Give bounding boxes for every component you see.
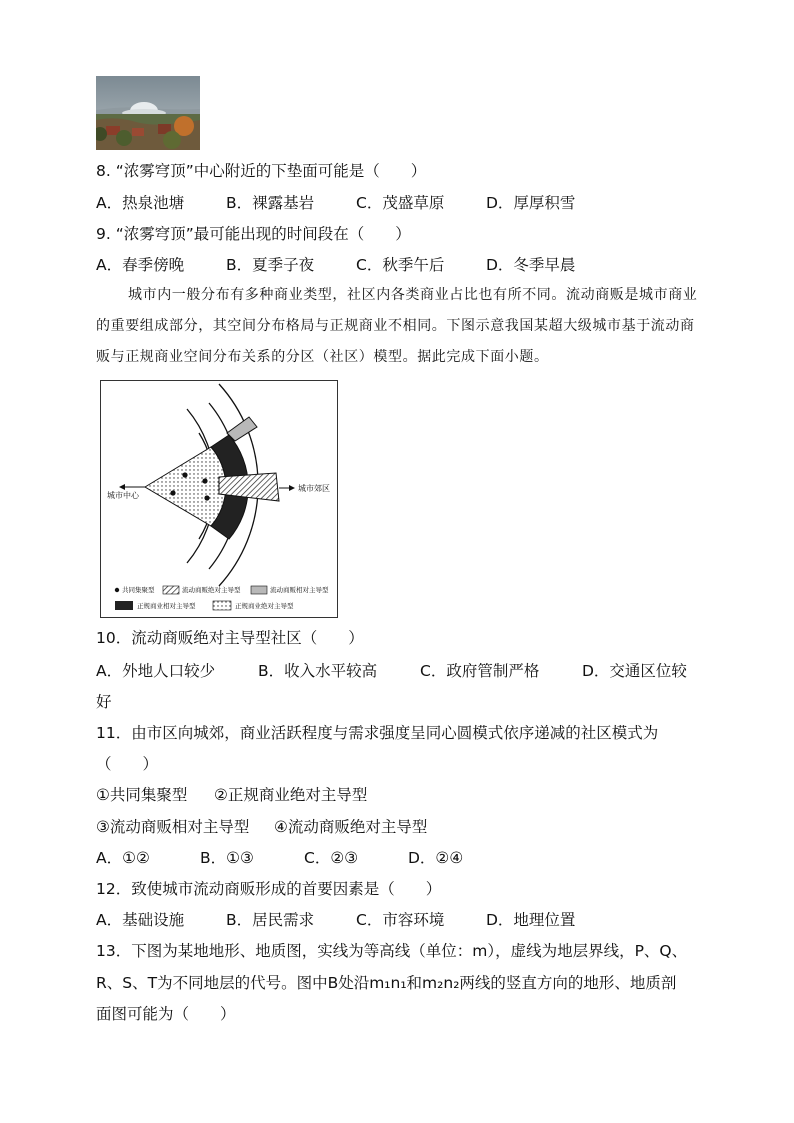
q9-stem: 9. “浓雾穹顶”最可能出现的时间段在（ ） bbox=[96, 225, 411, 243]
q12-stem: 12．致使城市流动商贩形成的首要因素是（ ） bbox=[96, 880, 442, 898]
q11-items-row2 bbox=[96, 817, 427, 837]
q11-option-b[interactable]: B．①③ bbox=[200, 849, 254, 867]
reading-passage: 城市内一般分布有多种商业类型，社区内各类商业占比也有所不同。流动商贩是城市商业的重要组成部分，其空间分布格局与正规商业不相同。下图示意我国某超大级城市基于流动商贩与正规商业空间分布关系的分区（社区）模型。据此完成下面小题。 bbox=[96, 287, 698, 365]
q11-item-3: ③流动商贩相对主导型 bbox=[96, 818, 250, 836]
q10-option-c[interactable]: C．政府管制严格 bbox=[420, 662, 540, 680]
q8-option-b[interactable]: B．裸露基岩 bbox=[226, 194, 315, 212]
q8-option-a[interactable]: A．热泉池塘 bbox=[96, 194, 185, 212]
q12-option-c[interactable]: C．市容环境 bbox=[356, 911, 445, 929]
legend-item: 共同集聚型 bbox=[122, 586, 155, 594]
suburb-label: 城市郊区 bbox=[298, 484, 330, 493]
fog-dome-photo bbox=[96, 76, 200, 150]
q11-item-2: ②正规商业绝对主导型 bbox=[214, 786, 368, 804]
q11-options bbox=[96, 848, 463, 868]
city-center-label: 城市中心 bbox=[107, 491, 139, 500]
q12-option-a[interactable]: A．基础设施 bbox=[96, 911, 185, 929]
q10-option-b[interactable]: B．收入水平较高 bbox=[258, 662, 378, 680]
q11-option-d[interactable]: D．②④ bbox=[408, 849, 464, 867]
q9-option-d[interactable]: D．冬季早晨 bbox=[486, 256, 576, 274]
zoning-model-figure bbox=[100, 380, 338, 618]
q11-items-row1 bbox=[96, 785, 367, 805]
q12-option-d[interactable]: D．地理位置 bbox=[486, 911, 576, 929]
q13-stem-line1: 13．下图为某地地形、地质图，实线为等高线（单位：m），虚线为地层界线，P、Q、 bbox=[96, 942, 688, 960]
q9-option-a[interactable]: A．春季傍晚 bbox=[96, 256, 185, 274]
q12-option-b[interactable]: B．居民需求 bbox=[226, 911, 315, 929]
q11-item-4: ④流动商贩绝对主导型 bbox=[274, 818, 428, 836]
q13-stem-line3: 面图可能为（ ） bbox=[96, 1005, 236, 1023]
q10-options bbox=[96, 661, 687, 681]
q11-paren: （ ） bbox=[96, 755, 159, 773]
q10-stem: 10．流动商贩绝对主导型社区（ ） bbox=[96, 629, 364, 647]
legend-item: 正规商业绝对主导型 bbox=[235, 602, 294, 610]
q9-option-b[interactable]: B．夏季子夜 bbox=[226, 256, 315, 274]
q8-option-d[interactable]: D．厚厚积雪 bbox=[486, 194, 576, 212]
q11-option-c[interactable]: C．②③ bbox=[304, 849, 359, 867]
q8-option-c[interactable]: C．茂盛草原 bbox=[356, 194, 445, 212]
q11-item-1: ①共同集聚型 bbox=[96, 786, 188, 804]
q9-options bbox=[96, 255, 575, 275]
legend-item: 流动商贩相对主导型 bbox=[270, 586, 329, 594]
q11-option-a[interactable]: A．①② bbox=[96, 849, 150, 867]
q10-option-d[interactable]: D．交通区位较 bbox=[582, 662, 687, 680]
q12-options bbox=[96, 910, 575, 930]
q11-stem: 11．由市区向城郊，商业活跃程度与需求强度呈同心圆模式依序递减的社区模式为 bbox=[96, 724, 659, 742]
q10-option-a[interactable]: A．外地人口较少 bbox=[96, 662, 216, 680]
q13-stem-line2: R、S、T为不同地层的代号。图中B处沿m₁n₁和m₂n₂两线的竖直方向的地形、地质剖 bbox=[96, 974, 677, 992]
q10-option-d-wrap: 好 bbox=[96, 693, 112, 711]
legend-item: 正规商业相对主导型 bbox=[137, 602, 196, 610]
q9-option-c[interactable]: C．秋季午后 bbox=[356, 256, 445, 274]
legend-item: 流动商贩绝对主导型 bbox=[182, 586, 241, 594]
q8-options bbox=[96, 193, 575, 213]
q8-stem: 8. “浓雾穹顶”中心附近的下垫面可能是（ ） bbox=[96, 162, 427, 180]
